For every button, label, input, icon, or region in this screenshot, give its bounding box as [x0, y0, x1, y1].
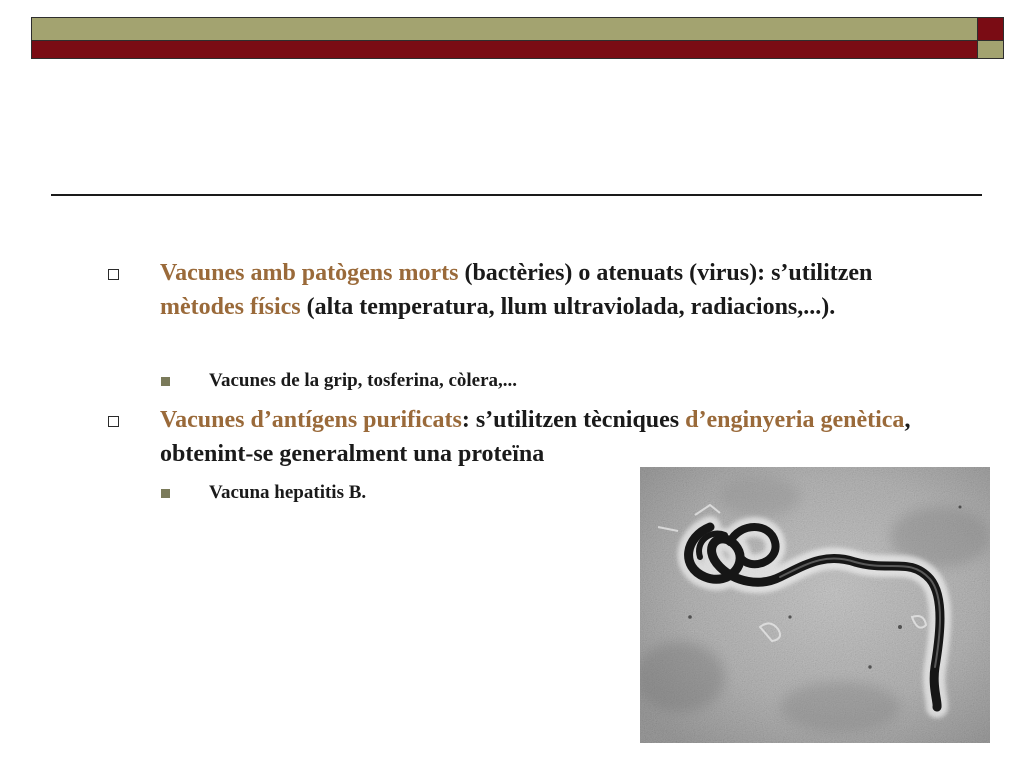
bullet-1-part-4: (alta temperatura, llum ultraviolada, radiacions,...).	[300, 294, 836, 320]
bullet-2-part-2: : s’utilitzen tècniques	[461, 407, 686, 433]
hollow-square-bullet-icon	[108, 416, 119, 427]
header-square-top	[978, 17, 1004, 41]
filled-square-bullet-icon	[161, 377, 170, 386]
sub-bullet-2-text: Vacuna hepatitis B.	[209, 482, 367, 503]
hollow-square-bullet-icon	[108, 269, 119, 280]
sub-bullet-1-text: Vacunes de la grip, tosferina, còlera,...	[209, 370, 518, 391]
header-square-bottom	[978, 41, 1004, 59]
bullet-2-part-4: , obtenint-se generalment una proteïna	[160, 407, 911, 467]
bullet-1-part-2: (bactèries) o atenuats (virus): s’utilitzen	[458, 260, 873, 286]
filled-square-bullet-icon	[161, 489, 170, 498]
bullet-1	[160, 256, 950, 324]
bullet-2	[160, 403, 950, 471]
title-divider	[51, 194, 982, 196]
virus-micrograph-image	[640, 467, 990, 743]
sub-bullet-1	[209, 368, 909, 394]
header-bar-top	[31, 17, 978, 41]
bullet-2-part-1: Vacunes d’antígens purificats	[160, 407, 462, 433]
bullet-1-part-1: Vacunes amb patògens morts	[160, 260, 459, 286]
bullet-2-part-3: d’enginyeria genètica	[685, 407, 905, 433]
header-bar-bottom	[31, 41, 978, 59]
bullet-1-part-3: mètodes físics	[160, 294, 301, 320]
